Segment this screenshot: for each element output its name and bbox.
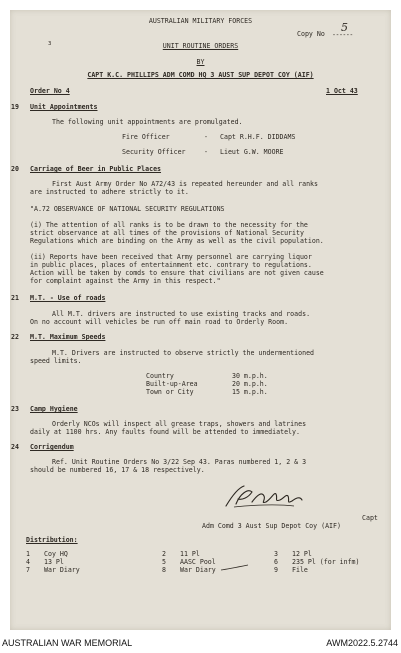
speed-limit: 30 m.p.h. [232, 372, 268, 380]
quote-paragraph-2: for complaint against the Army in this respect." [30, 277, 221, 285]
distribution-number: 1 [26, 550, 30, 558]
section-22-text: M.T. Drivers are instructed to observe strictly the undermentioned [52, 349, 315, 357]
quote-title: "A.72 OBSERVANCE OF NATIONAL SECURITY REGULATIONS [30, 205, 225, 213]
appointment-name: Lieut G.W. MOORE [220, 148, 284, 156]
distribution-recipient: 11 Pl [180, 550, 200, 558]
section-21-number: 21 [11, 294, 19, 302]
section-23-number: 23 [11, 405, 19, 413]
pen-tick-icon [220, 564, 250, 574]
appointment-dash: - [204, 148, 208, 156]
speed-area: Town or City [146, 388, 194, 396]
section-20-text: First Aust Army Order No A72/43 is repeated hereunder and all ranks [52, 180, 318, 188]
section-22-text: speed limits. [30, 357, 82, 365]
section-20-text: are instructed to adhere strictly to it. [30, 188, 189, 196]
distribution-number: 2 [162, 550, 166, 558]
section-19-number: 19 [11, 103, 19, 111]
appointment-role: Security Officer [122, 148, 186, 156]
copy-number: 5 [341, 21, 348, 34]
quote-paragraph-2: (ii) Reports have been received that Army personnel are carrying liquor [30, 253, 312, 261]
copy-label: Copy No [297, 30, 325, 38]
org-heading: AUSTRALIAN MILITARY FORCES [148, 17, 253, 25]
distribution-recipient: War Diary [44, 566, 80, 574]
distribution-recipient: 13 Pl [44, 558, 64, 566]
section-22-heading: M.T. Maximum Speeds [30, 333, 106, 341]
copy-number-line: ------ [332, 31, 353, 39]
document-title: UNIT ROUTINE ORDERS [162, 42, 239, 50]
footer-institution: AUSTRALIAN WAR MEMORIAL [2, 638, 133, 648]
signatory-rank: Capt [362, 514, 378, 522]
quote-paragraph-1: strict observance at all times of the provisions of National Security [30, 229, 304, 237]
document-page [10, 10, 391, 630]
archive-footer [0, 636, 401, 653]
distribution-number: 5 [162, 558, 166, 566]
speed-limit: 15 m.p.h. [232, 388, 268, 396]
distribution-recipient: 235 Pl (for infm) [292, 558, 360, 566]
section-24-heading: Corrigendum [30, 443, 74, 451]
distribution-number: 9 [274, 566, 278, 574]
distribution-number: 6 [274, 558, 278, 566]
appointment-name: Capt R.H.F. DIDDAMS [220, 133, 296, 141]
by-line: BY [196, 58, 205, 66]
section-24-text: should be numbered 16, 17 & 18 respectively. [30, 466, 205, 474]
quote-paragraph-1: Regulations which are binding on the Army as well as the civil population. [30, 237, 324, 245]
distribution-recipient: 12 Pl [292, 550, 312, 558]
section-23-heading: Camp Hygiene [30, 405, 78, 413]
section-21-text: On no account will vehicles be run off main road to Orderly Room. [30, 318, 289, 326]
quote-paragraph-2: Action will be taken by comds to ensure that civilians are not given cause [30, 269, 324, 277]
speed-area: Country [146, 372, 174, 380]
authority-line: CAPT K.C. PHILLIPS ADM COMD HQ 3 AUST SUP DEPOT COY (AIF) [87, 71, 314, 79]
order-date: 1 Oct 43 [326, 87, 358, 95]
section-23-text: Orderly NCOs will inspect all grease traps, showers and latrines [52, 420, 307, 428]
distribution-recipient: File [292, 566, 308, 574]
quote-paragraph-1: (i) The attention of all ranks is to be drawn to the necessity for the [30, 221, 308, 229]
section-22-number: 22 [11, 333, 19, 341]
speed-limit: 20 m.p.h. [232, 380, 268, 388]
distribution-label: Distribution: [26, 536, 78, 544]
appointment-role: Fire Officer [122, 133, 170, 141]
distribution-recipient: War Diary [180, 566, 216, 574]
section-20-heading: Carriage of Beer in Public Places [30, 165, 162, 173]
handwritten-signature [222, 482, 312, 512]
section-24-number: 24 [11, 443, 19, 451]
quote-paragraph-2: in public places, places of entertainment etc. contrary to regulations. [30, 261, 312, 269]
footer-accession-number: AWM2022.5.2744 [326, 638, 398, 648]
section-19-heading: Unit Appointments [30, 103, 98, 111]
distribution-number: 3 [274, 550, 278, 558]
margin-mark: 3 [48, 41, 52, 47]
section-20-number: 20 [11, 165, 19, 173]
section-24-text: Ref. Unit Routine Orders No 3/22 Sep 43. Paras numbered 1, 2 & 3 [52, 458, 307, 466]
distribution-number: 4 [26, 558, 30, 566]
signature-icon [222, 482, 312, 510]
distribution-recipient: AASC Pool [180, 558, 216, 566]
speed-area: Built-up-Area [146, 380, 198, 388]
appointment-dash: - [204, 133, 208, 141]
section-23-text: daily at 1100 hrs. Any faults found will be attended to immediately. [30, 428, 300, 436]
order-number: Order No 4 [30, 87, 70, 95]
section-21-text: All M.T. drivers are instructed to use existing tracks and roads. [52, 310, 311, 318]
section-21-heading: M.T. - Use of roads [30, 294, 106, 302]
distribution-number: 7 [26, 566, 30, 574]
signatory-unit: Adm Comd 3 Aust Sup Depot Coy (AIF) [202, 522, 341, 530]
distribution-recipient: Coy HQ [44, 550, 68, 558]
section-19-text: The following unit appointments are promulgated. [52, 118, 243, 126]
distribution-number: 8 [162, 566, 166, 574]
